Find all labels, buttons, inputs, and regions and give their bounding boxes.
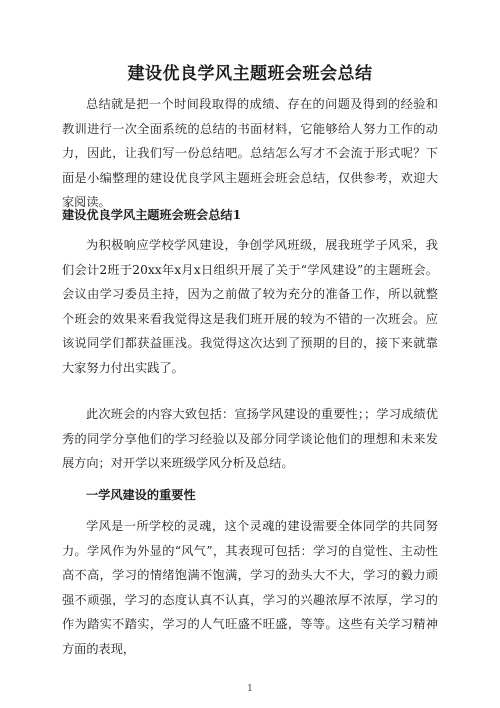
page-number: 1: [247, 684, 253, 694]
section-heading: 建设优良学风主题班会班会总结1: [62, 208, 242, 222]
subheading: 一学风建设的重要性: [86, 488, 196, 502]
body-paragraph: 为积极响应学校学风建设，争创学风班级，展我班学子风采，我们会计2班于20xx年x月x日组织开展了关于“学风建设”的主题班会。会议由学习委员主持，因为之前做了较为充分的准备工作，所以就整个班会的效果来看我觉得这是我们班开展的较为不错的一次班会。应该说同学们都获益匪浅。我觉得这次达到了预期的目的，接下来就靠大家努力付出实践了。: [62, 238, 438, 375]
intro-paragraph: 总结就是把一个时间段取得的成绩、存在的问题及得到的经验和教训进行一次全面系统的总结的书面材料，它能够给人努力工作的动力，因此，让我们写一份总结吧。总结怎么写才不会流于形式呢？下面是小编整理的建设优良学风主题班会班会总结，仅供参考，欢迎大家阅读。: [62, 97, 438, 210]
page-title: 建设优良学风主题班会班会总结: [127, 64, 373, 84]
body-paragraph: 学风是一所学校的灵魂，这个灵魂的建设需要全体同学的共同努力。学风作为外显的“风气”，其表现可包括：学习的自觉性、主动性高不高，学习的情绪饱满不饱满，学习的劲头大不大，学习的毅力顽强不顽强，学习的态度认真不认真，学习的兴趣浓厚不浓厚，学习的作为踏实不踏实，学习的人气旺盛不旺盛，等等。这些有关学习精神方面的表现，: [62, 519, 438, 656]
body-paragraph: 此次班会的内容大致包括：宣扬学风建设的重要性；；学习成绩优秀的同学分享他们的学习经验以及部分同学谈论他们的理想和未来发展方向；对开学以来班级学风分析及总结。: [62, 407, 438, 471]
